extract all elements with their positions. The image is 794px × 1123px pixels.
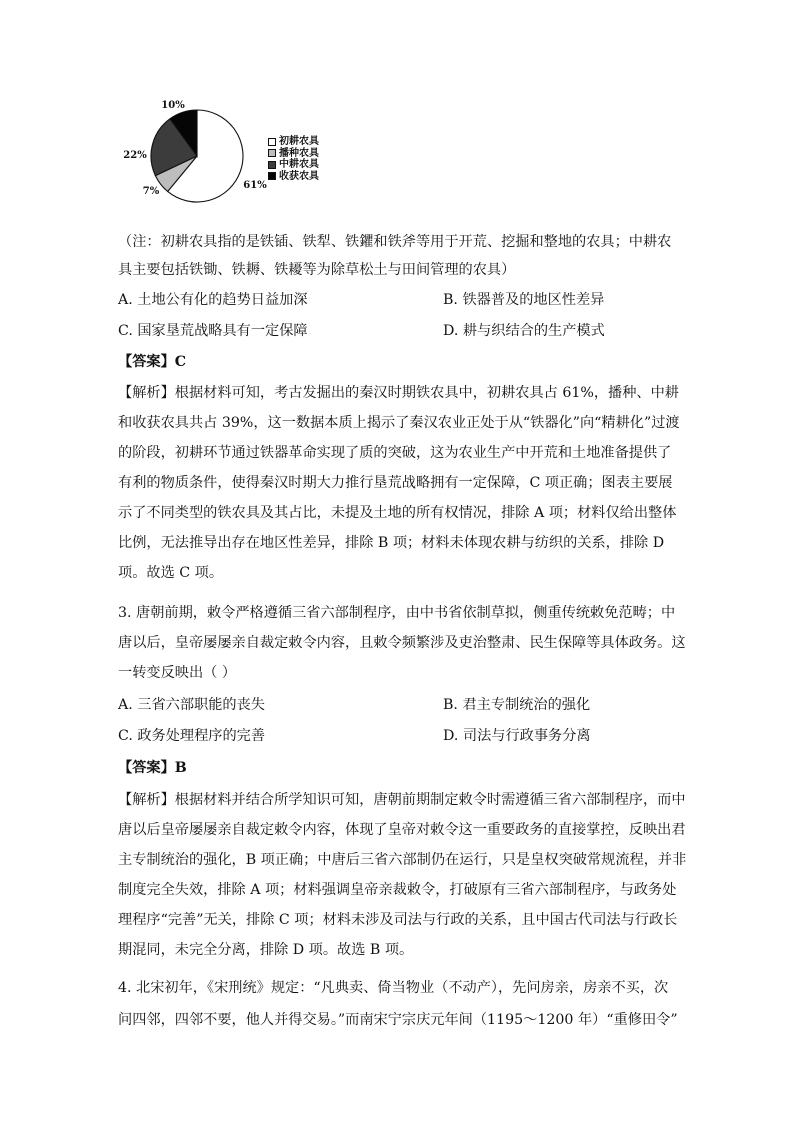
q3-analysis-line: 【解析】根据材料并结合所学知识可知，唐朝前期制定敕令时需遵循三省六部制程序，而中 bbox=[118, 792, 686, 808]
q2-analysis-line: 的阶段，初耕环节通过铁器革命实现了质的突破，这为农业生产中开荒和土地准备提供了 bbox=[118, 445, 672, 461]
q3-analysis-line: 主专制统治的强化，B 项正确；中唐后三省六部制仍在运行，只是皇权突破常规流程，并非 bbox=[118, 852, 687, 868]
q2-answer: 【答案】C bbox=[118, 354, 187, 370]
q2-analysis-line: 有利的物质条件，使得秦汉时期大力推行垦荒战略拥有一定保障，C 项正确；图表主要展 bbox=[118, 475, 673, 491]
q2-analysis-line: 【解析】根据材料可知，考古发掘出的秦汉时期铁农具中，初耕农具占 61%，播种、中耕 bbox=[118, 385, 679, 401]
pie-data-label: 61% bbox=[243, 180, 267, 191]
q3-answer: 【答案】B bbox=[118, 760, 187, 776]
legend-item bbox=[268, 136, 319, 148]
q4-stem-line: 4. 北宋初年，《宋刑统》规定：“凡典卖、倚当物业（不动产），先问房亲，房亲不买，次 bbox=[118, 980, 669, 996]
q3-option-d: D. 司法与行政事务分离 bbox=[443, 728, 591, 744]
legend-label: 中耕农具 bbox=[279, 159, 319, 170]
q2-analysis-line: 项。故选 C 项。 bbox=[118, 565, 224, 581]
q2-option-d: D. 耕与织结合的生产模式 bbox=[443, 323, 605, 339]
q3-stem-line: 3. 唐朝前期，敕令严格遵循三省六部制程序，由中书省依制草拟，侧重传统敕免范畴；中 bbox=[118, 605, 676, 621]
legend-swatch bbox=[268, 161, 276, 169]
q2-analysis-line: 和收获农具共占 39%，这一数据本质上揭示了秦汉农业正处于从“铁器化”向“精耕化”过渡 bbox=[118, 415, 680, 431]
q3-stem-line: 一转变反映出（ ） bbox=[118, 665, 237, 681]
q3-option-b: B. 君主专制统治的强化 bbox=[443, 697, 591, 713]
q2-option-b: B. 铁器普及的地区性差异 bbox=[443, 292, 605, 308]
q3-analysis-line: 期混同，未完全分离，排除 D 项。故选 B 项。 bbox=[118, 942, 414, 958]
chart-legend bbox=[268, 136, 319, 182]
legend-item bbox=[268, 159, 319, 171]
pie-data-label: 22% bbox=[123, 150, 147, 161]
q3-analysis-line: 唐以后皇帝屡屡亲自裁定敕令内容，体现了皇帝对敕令这一重要政务的直接掌控，反映出君 bbox=[118, 822, 686, 838]
legend-swatch bbox=[268, 138, 276, 146]
legend-item bbox=[268, 148, 319, 160]
legend-swatch bbox=[268, 149, 276, 157]
q3-analysis-line: 制度完全失效，排除 A 项；材料强调皇帝亲裁敕令，打破原有三省六部制程序，与政务处 bbox=[118, 882, 677, 898]
legend-label: 播种农具 bbox=[279, 147, 319, 159]
q2-option-c: C. 国家垦荒战略具有一定保障 bbox=[118, 323, 308, 339]
q3-stem-line: 唐以后，皇帝屡屡亲自裁定敕令内容，且敕令频繁涉及吏治整肃、民生保障等具体政务。这 bbox=[118, 635, 686, 651]
note-line: 具主要包括铁锄、铁耨、铁耰等为除草松土与田间管理的农具） bbox=[118, 262, 516, 278]
pie-data-label: 7% bbox=[142, 186, 160, 197]
legend-label: 初耕农具 bbox=[279, 136, 319, 147]
legend-item bbox=[268, 171, 319, 183]
pie-data-label: 10% bbox=[161, 100, 185, 111]
q3-option-a: A. 三省六部职能的丧失 bbox=[118, 697, 265, 713]
note-line: （注：初耕农具指的是铁锸、铁犁、铁鑺和铁斧等用于开荒、挖掘和整地的农具；中耕农 bbox=[118, 234, 672, 250]
q2-analysis-line: 比例，无法推导出存在地区性差异，排除 B 项；材料未体现农耕与纺织的关系，排除 D bbox=[118, 535, 665, 551]
pie-chart bbox=[118, 100, 358, 220]
q3-analysis-line: 理程序“完善”无关，排除 C 项；材料未涉及司法与行政的关系，且中国古代司法与行政长 bbox=[118, 912, 678, 928]
q3-option-c: C. 政务处理程序的完善 bbox=[118, 728, 266, 744]
q4-stem-line: 问四邻，四邻不要，他人并得交易。”而南宋宁宗庆元年间（1195～1200 年）“重修田令” bbox=[118, 1012, 678, 1028]
legend-swatch bbox=[268, 172, 276, 180]
legend-label: 收获农具 bbox=[279, 170, 319, 182]
q2-option-a: A. 土地公有化的趋势日益加深 bbox=[118, 292, 308, 308]
q2-analysis-line: 示了不同类型的铁农具及其占比，未提及土地的所有权情况，排除 A 项；材料仅给出整体 bbox=[118, 505, 677, 521]
